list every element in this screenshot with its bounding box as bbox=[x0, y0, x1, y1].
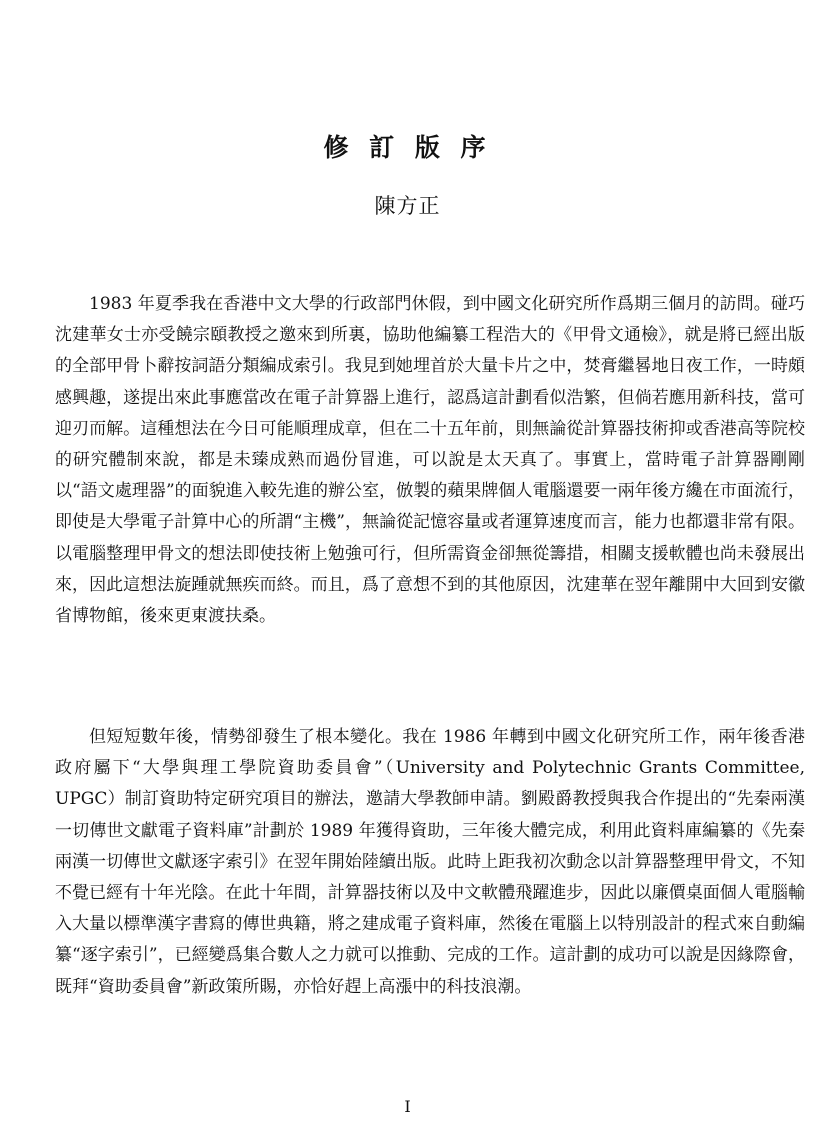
author-name: 陳方正 bbox=[374, 194, 441, 218]
page-title: 修 訂 版 序 bbox=[323, 133, 492, 162]
paragraph-1: 1983 年夏季我在香港中文大學的行政部門休假，到中國文化研究所作爲期三個月的訪問。碰巧沈建華女士亦受饒宗頤教授之邀來到所裏，協助他編纂工程浩大的《甲骨文通檢》，就是將已經出版的全部甲骨卜辭按詞語分類編成索引。我見到她埋首於大量卡片之中，焚膏繼晷地日夜工作，一時頗感興趣，遂提出來此事應當改在電子計算器上進行，認爲這計劃看似浩繁，但倘若應用新科技，當可迎刃而解。這種想法在今日可能順理成章，但在二十五年前，則無論從計算器技術抑或香港高等院校的研究體制來說，都是未臻成熟而過份冒進，可以說是太天真了。事實上，當時電子計算器剛剛以“語文處理器”的面貌進入較先進的辦公室，倣製的蘋果牌個人電腦還要一兩年後方纔在市面流行，即使是大學電子計算中心的所謂“主機”，無論從記憶容量或者運算速度而言，能力也都還非常有限。以電腦整理甲骨文的想法即使技術上勉強可行，但所需資金卻無從籌措，相關支援軟體也尚未發展出來，因此這想法旋踵就無疾而終。而且，爲了意想不到的其他原因，沈建華在翌年離開中大回到安徽省博物館，後來更東渡扶桑。 bbox=[55, 294, 805, 627]
page-number: I bbox=[404, 1097, 411, 1116]
paragraph-2: 但短短數年後，情勢卻發生了根本變化。我在 1986 年轉到中國文化研究所工作，兩年後香港政府屬下“大學與理工學院資助委員會”（University and Polytechnic Grants Committee, UPGC）制訂資助特定研究項目的辦法，邀請大學教師申請。劉殿爵教授與我合作提出的“先秦兩漢一切傳世文獻電子資料庫”計劃於 1989 年獲得資助，三年後大體完成，利用此資料庫編纂的《先秦兩漢一切傳世文獻逐字索引》在翌年開始陸續出版。此時上距我初次動念以計算器整理甲骨文，不知不覺已經有十年光陰。在此十年間，計算器技術以及中文軟體飛躍進步，因此以廉價桌面個人電腦輸入大量以標準漢字書寫的傳世典籍，將之建成電子資料庫，然後在電腦上以特別設計的程式來自動編纂“逐字索引”，已經變爲集合數人之力就可以推動、完成的工作。這計劃的成功可以說是因緣際會，既拜“資助委員會”新政策所賜，亦恰好趕上高漲中的科技浪潮。 bbox=[55, 727, 805, 997]
